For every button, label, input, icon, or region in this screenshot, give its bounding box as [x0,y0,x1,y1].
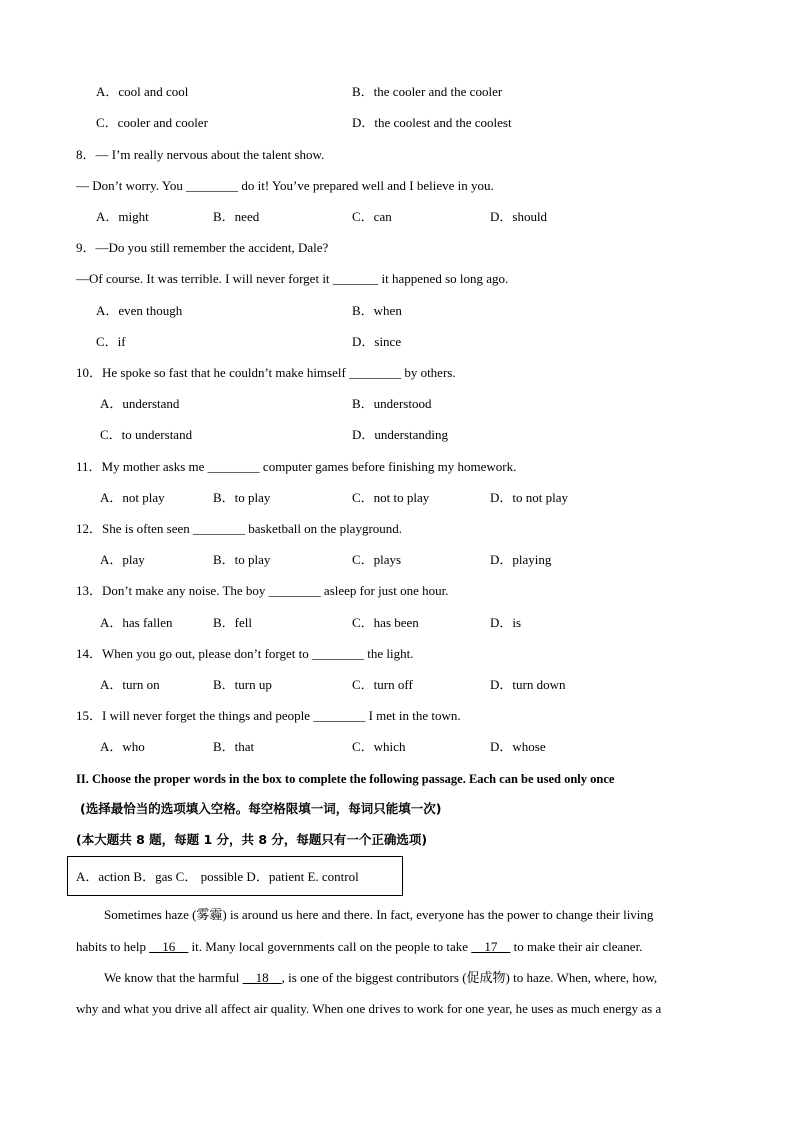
q12-option-b[interactable]: B．to play [213,552,271,567]
q9-response: —Of course. It was terrible. I will never forget it _______ it happened so long ago. [76,271,509,286]
q14-option-b[interactable]: B．turn up [213,677,272,692]
q11-option-a[interactable]: A．not play [100,490,165,505]
q14-option-d[interactable]: D．turn down [490,677,566,692]
section-2-note: (本大题共 8 题，每题 1 分，共 8 分，每题只有一个正确选项) [76,832,428,847]
q11-option-d[interactable]: D．to not play [490,490,568,505]
q12-option-c[interactable]: C．plays [352,552,402,567]
q8-option-a[interactable]: A．might [96,209,149,224]
q15-option-d[interactable]: D．whose [490,739,546,754]
passage-p2-line2: why and what you drive all affect air quality. When one drives to work for one year, he uses as much energy as a [76,1001,662,1016]
blank-17[interactable]: __17__ [471,939,511,954]
q13-option-c[interactable]: C．has been [352,615,419,630]
q9-prompt: 9．—Do you still remember the accident, Dale? [76,240,329,255]
q12-prompt: 12．She is often seen ________ basketball on the playground. [76,521,403,536]
q10-option-a[interactable]: A．understand [100,396,180,411]
q7-option-a[interactable]: A．cool and cool [96,84,189,99]
q9-option-d[interactable]: D．since [352,334,402,349]
passage-text: We know that the harmful [104,970,243,985]
q9-option-c[interactable]: C．if [96,334,126,349]
q15-option-a[interactable]: A．who [100,739,145,754]
q12-option-d[interactable]: D．playing [490,552,552,567]
word-box-options: A．action B．gas C． possible D．patient E. control [76,869,359,884]
q15-option-b[interactable]: B．that [213,739,255,754]
section-2-subheading: (选择最恰当的选项填入空格。每空格限填一词，每词只能填一次) [80,801,442,816]
passage-text: , is one of the biggest contributors (促成物) to haze. When, where, how, [281,970,658,985]
word-box [67,856,403,896]
section-2-heading: II. Choose the proper words in the box to complete the following passage. Each can be used only once [76,772,615,786]
passage-text: habits to help [76,939,150,954]
q14-option-c[interactable]: C．turn off [352,677,413,692]
passage-p1-line1: Sometimes haze (雾霾) is around us here and there. In fact, everyone has the power to change their living [104,907,654,922]
q7-option-d[interactable]: D．the coolest and the coolest [352,115,512,130]
q7-option-c[interactable]: C．cooler and cooler [96,115,208,130]
q8-prompt: 8．— I’m really nervous about the talent show. [76,147,325,162]
q10-option-c[interactable]: C．to understand [100,427,193,442]
q15-prompt: 15．I will never forget the things and people ________ I met in the town. [76,708,461,723]
q13-option-d[interactable]: D．is [490,615,522,630]
blank-16[interactable]: __16__ [149,939,189,954]
q11-option-c[interactable]: C．not to play [352,490,430,505]
q9-option-a[interactable]: A．even though [96,303,183,318]
q13-option-a[interactable]: A．has fallen [100,615,173,630]
q14-prompt: 14．When you go out, please don’t forget to ________ the light. [76,646,414,661]
q13-prompt: 13．Don’t make any noise. The boy ________ asleep for just one hour. [76,583,449,598]
q8-option-b[interactable]: B．need [213,209,260,224]
q15-option-c[interactable]: C．which [352,739,406,754]
q8-option-c[interactable]: C．can [352,209,392,224]
passage-text: it. Many local governments call on the people to take [188,939,472,954]
q14-option-a[interactable]: A．turn on [100,677,160,692]
q7-option-b[interactable]: B．the cooler and the cooler [352,84,503,99]
q13-option-b[interactable]: B．fell [213,615,252,630]
passage-text: to make their air cleaner. [510,939,643,954]
blank-18[interactable]: __18__ [242,970,282,985]
passage-p2-line1 [104,970,657,986]
q8-response: — Don’t worry. You ________ do it! You’ve prepared well and I believe in you. [76,178,494,193]
q10-option-b[interactable]: B．understood [352,396,432,411]
q10-prompt: 10．He spoke so fast that he couldn’t make himself ________ by others. [76,365,456,380]
passage-p1-line2 [76,939,642,955]
q11-prompt: 11．My mother asks me ________ computer games before finishing my homework. [76,459,517,474]
q10-option-d[interactable]: D．understanding [352,427,449,442]
q9-option-b[interactable]: B．when [352,303,402,318]
q11-option-b[interactable]: B．to play [213,490,271,505]
q8-option-d[interactable]: D．should [490,209,548,224]
q12-option-a[interactable]: A．play [100,552,145,567]
